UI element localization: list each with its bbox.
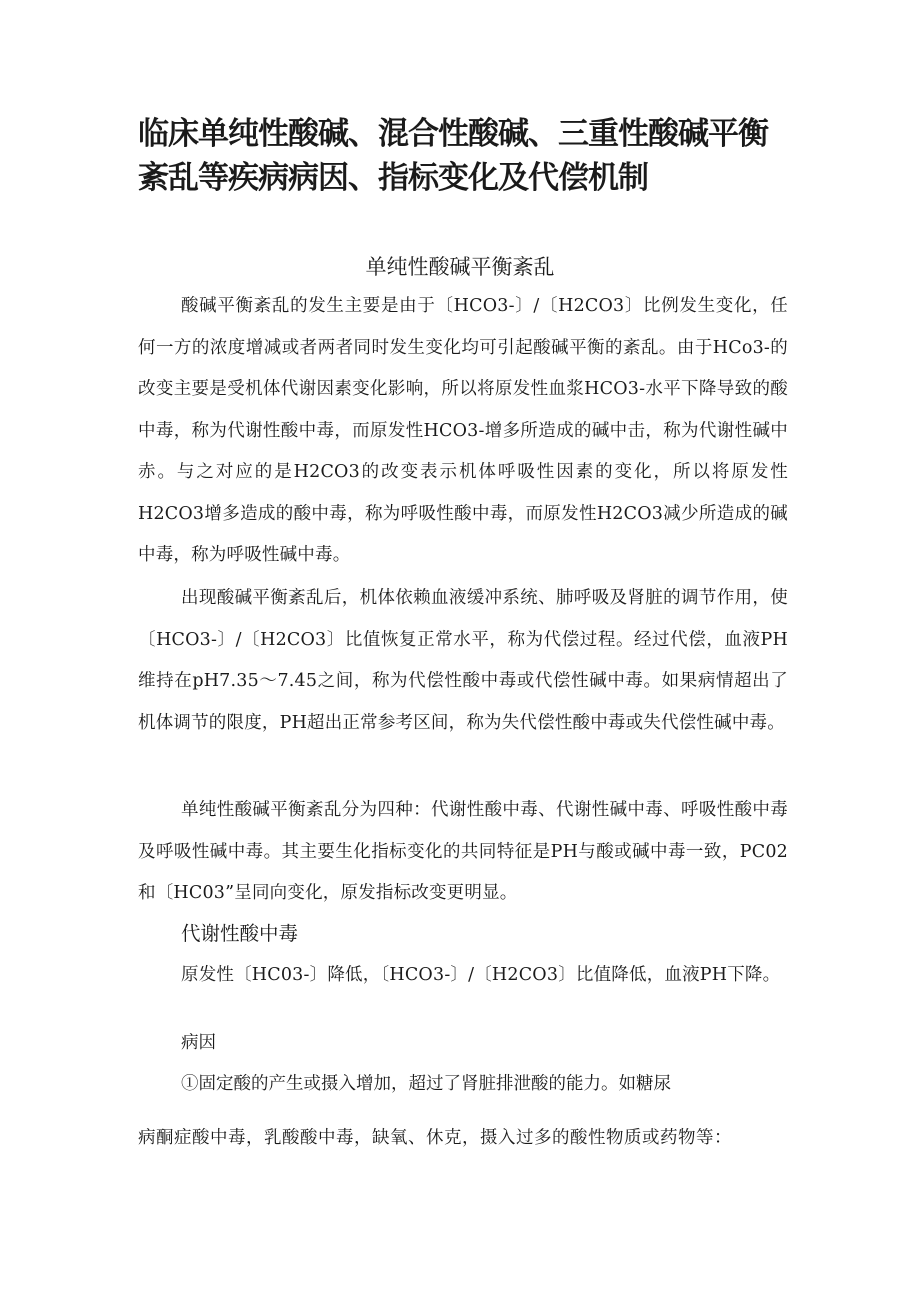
document-title bbox=[138, 112, 798, 200]
paragraph-1: 酸碱平衡紊乱的发生主要是由于〔HCO3-〕/〔H2CO3〕比例发生变化，任何一方的浓度增减或者两者同时发生变化均可引起酸碱平衡的紊乱。由于HCo3-的改变主要是受机体代谢因素变化影响，所以将原发性血浆HCO3-水平下降导致的酸中毒，称为代谢性酸中毒，而原发性HCO3-增多所造成的碱中击，称为代谢性碱中赤。与之对应的是H2CO3的改变表示机体呼吸性因素的变化，所以将原发性H2CO3增多造成的酸中毒，称为呼吸性酸中毒，而原发性H2CO3减少所造成的碱中毒，称为呼吸性碱中毒。 bbox=[138, 296, 788, 565]
subsection-heading: 代谢性酸中毒 bbox=[181, 922, 299, 945]
cause-item-1-line-2: 病酮症酸中毒，乳酸酸中毒，缺氧、休克，摄入过多的酸性物质或药物等： bbox=[138, 1128, 732, 1148]
section-heading: 单纯性酸碱平衡紊乱 bbox=[365, 255, 555, 279]
title-line-1: 临床单纯性酸碱、混合性酸碱、三重性酸碱平衡 bbox=[138, 116, 768, 152]
cause-item-1-line-1: ①固定酸的产生或摄入增加，超过了肾脏排泄酸的能力。如糖尿 bbox=[181, 1074, 671, 1094]
paragraph-2: 出现酸碱平衡紊乱后，机体依赖血液缓冲系统、肺呼吸及肾脏的调节作用，使〔HCO3-〕/〔H2CO3〕比值恢复正常水平，称为代偿过程。经过代偿，血液PH维持在pH7.35～7.45之间，称为代偿性酸中毒或代偿性碱中毒。如果病情超出了机体调节的限度，PH超出正常参考区间，称为失代偿性酸中毒或失代偿性碱中毒。 bbox=[138, 588, 788, 733]
cause-label: 病因 bbox=[181, 1033, 216, 1053]
title-line-2: 紊乱等疾病病因、指标变化及代偿机制 bbox=[138, 160, 648, 196]
subsection-paragraph: 原发性〔HC03-〕降低，〔HCO3-〕/〔H2CO3〕比值降低，血液PH下降。 bbox=[181, 965, 781, 985]
paragraph-3: 单纯性酸碱平衡紊乱分为四种：代谢性酸中毒、代谢性碱中毒、呼吸性酸中毒及呼吸性碱中毒。其主要生化指标变化的共同特征是PH与酸或碱中毒一致，PC02和〔HC03”呈同向变化，原发指标改变更明显。 bbox=[138, 800, 788, 903]
